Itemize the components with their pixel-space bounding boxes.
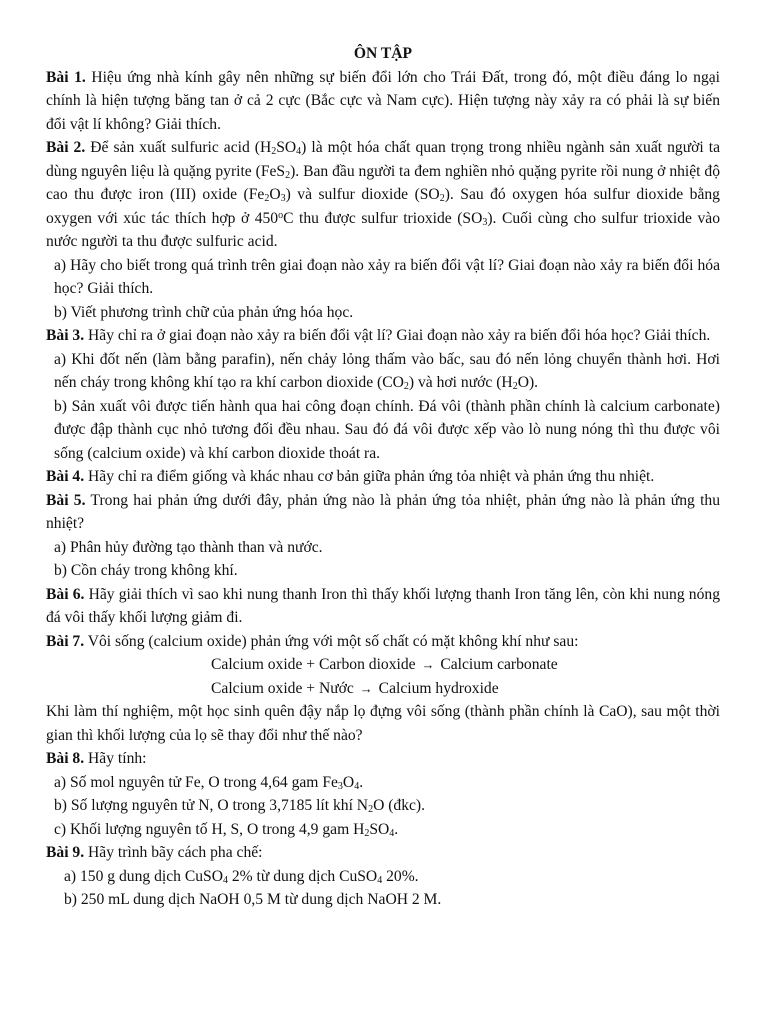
exercise-4: Bài 4. Hãy chỉ ra điểm giống và khác nhau cơ bản giữa phản ứng tỏa nhiệt và phản ứng thu nhiệt. [46,468,655,485]
exercise-label: Bài 9. [46,844,85,861]
word-equation-1: Calcium oxide + Carbon dioxide → Calcium carbonate [211,656,558,673]
exercise-label: Bài 5. [46,491,86,509]
exercise-2-part-b: b) Viết phương trình chữ của phản ứng hóa học. [54,303,354,321]
exercise-2-part-a: a) Hãy cho biết trong quá trình trên giai đoạn nào xảy ra biến đổi vật lí? Giai đoạn nào xảy ra biến đổi hóa học? Giải thích. [54,256,720,297]
exercise-9-part-a: a) 150 g dung dịch CuSO$_4$ 2% từ dung dịch CuSO$_4$ 20%. [64,867,419,886]
arrow-icon: → [421,657,435,672]
exercise-7-question: Khi làm thí nghiệm, một học sinh quên đậy nắp lọ đựng vôi sống (thành phần chính là CaO), sau một thời gian thì khối lượng của lọ sẽ thay đổi như thế nào? [46,703,720,744]
exercise-2: Bài 2. Để sản xuất sulfuric acid $(H_2SO_4)$ là một hóa chất quan trọng trong nhiều ngành sản xuất người ta dùng nguyên liệu là quặng pyrite (FeS$_2$). Ban đầu người ta đem nghiền nhỏ quặng pyrite rồi nung ở nhiệt độ cao thu được iron (III) oxide $(Fe_2O_3)$ và sulfur dioxide $(SO_2)$. Sau đó oxygen hóa sulfur dioxide bằng oxygen với xúc tác thích hợp ở 450$^o$C thu được sulfur trioxide $(SO_3)$. Cuối cùng cho sulfur trioxide vào nước người ta thu được sulfuric acid. [46,139,721,250]
exercise-5-part-b: b) Cồn cháy trong không khí. [54,562,238,579]
exercise-3-part-b: b) Sản xuất vôi được tiến hành qua hai công đoạn chính. Đá vôi (thành phần chính là calcium carbonate) được đập thành cục nhỏ tương đối đều nhau. Sau đó đá vôi được xếp vào lò nung nóng thì thu được vôi sống (calcium oxide) và khí carbon dioxide thoát ra. [54,397,720,462]
exercise-9: Bài 9. Hãy trình bãy cách pha chế: [46,844,263,861]
exercise-1: Bài 1. Hiệu ứng nhà kính gây nên những sự biến đổi lớn cho Trái Đất, trong đó, một điều đáng lo ngại chính là hiện tượng băng tan ở cả 2 cực (Bắc cực và Nam cực). Hiện tượng này xảy ra có phải là sự biến đổi vật lí không? Giải thích. [46,68,720,133]
exercise-label: Bài 4. [46,468,85,485]
page-title: ÔN TẬP [353,45,413,62]
exercise-label: Bài 3. [46,327,85,344]
document-page [46,42,720,912]
arrow-icon: → [359,680,373,696]
exercise-8-part-b: b) Số lượng nguyên tử N, O trong 3,7185 lít khí $N_2O$ (đkc). [54,797,426,815]
exercise-7: Bài 7. Vôi sống (calcium oxide) phản ứng với một số chất có mặt không khí như sau: [46,632,579,650]
exercise-label: Bài 7. [46,632,85,650]
exercise-9-part-b: b) 250 mL dung dịch NaOH 0,5 M từ dung dịch NaOH 2 M. [64,891,442,908]
exercise-3-part-a: a) Khi đốt nến (làm bằng parafin), nến chảy lỏng thấm vào bấc, sau đó nến lỏng chuyển thành hơi. Hơi nến cháy trong không khí tạo ra khí carbon dioxide $(CO_2)$ và hơi nước $(H_2O)$. [54,350,720,392]
exercise-6: Bài 6. Hãy giải thích vì sao khi nung thanh Iron thì thấy khối lượng thanh Iron tăng lên, còn khi nung nóng đá vôi thấy khối lượng giảm đi. [46,585,720,626]
exercise-8-part-a: a) Số mol nguyên tử Fe, O trong 4,64 gam $Fe_3O_4$. [54,773,364,792]
exercise-8-part-c: c) Khối lượng nguyên tố H, S, O trong 4,9 gam $H_2SO_4$. [54,820,399,839]
exercise-label: Bài 8. [46,750,85,767]
word-equation-2: Calcium oxide + Nước → Calcium hydroxide [211,679,499,697]
exercise-5-part-a: a) Phân hủy đường tạo thành than và nước. [54,538,323,556]
exercise-label: Bài 6. [46,585,85,603]
exercise-5: Bài 5. Trong hai phản ứng dưới đây, phản ứng nào là phản ứng tỏa nhiệt, phản ứng nào là phản ứng thu nhiệt? [46,491,720,532]
exercise-8: Bài 8. Hãy tính: [46,750,147,767]
exercise-label: Bài 1. [46,68,86,86]
exercise-label: Bài 2. [46,139,86,156]
exercise-3: Bài 3. Hãy chỉ ra ở giai đoạn nào xảy ra biến đổi vật lí? Giai đoạn nào xảy ra biến đổi hóa học? Giải thích. [46,327,711,344]
